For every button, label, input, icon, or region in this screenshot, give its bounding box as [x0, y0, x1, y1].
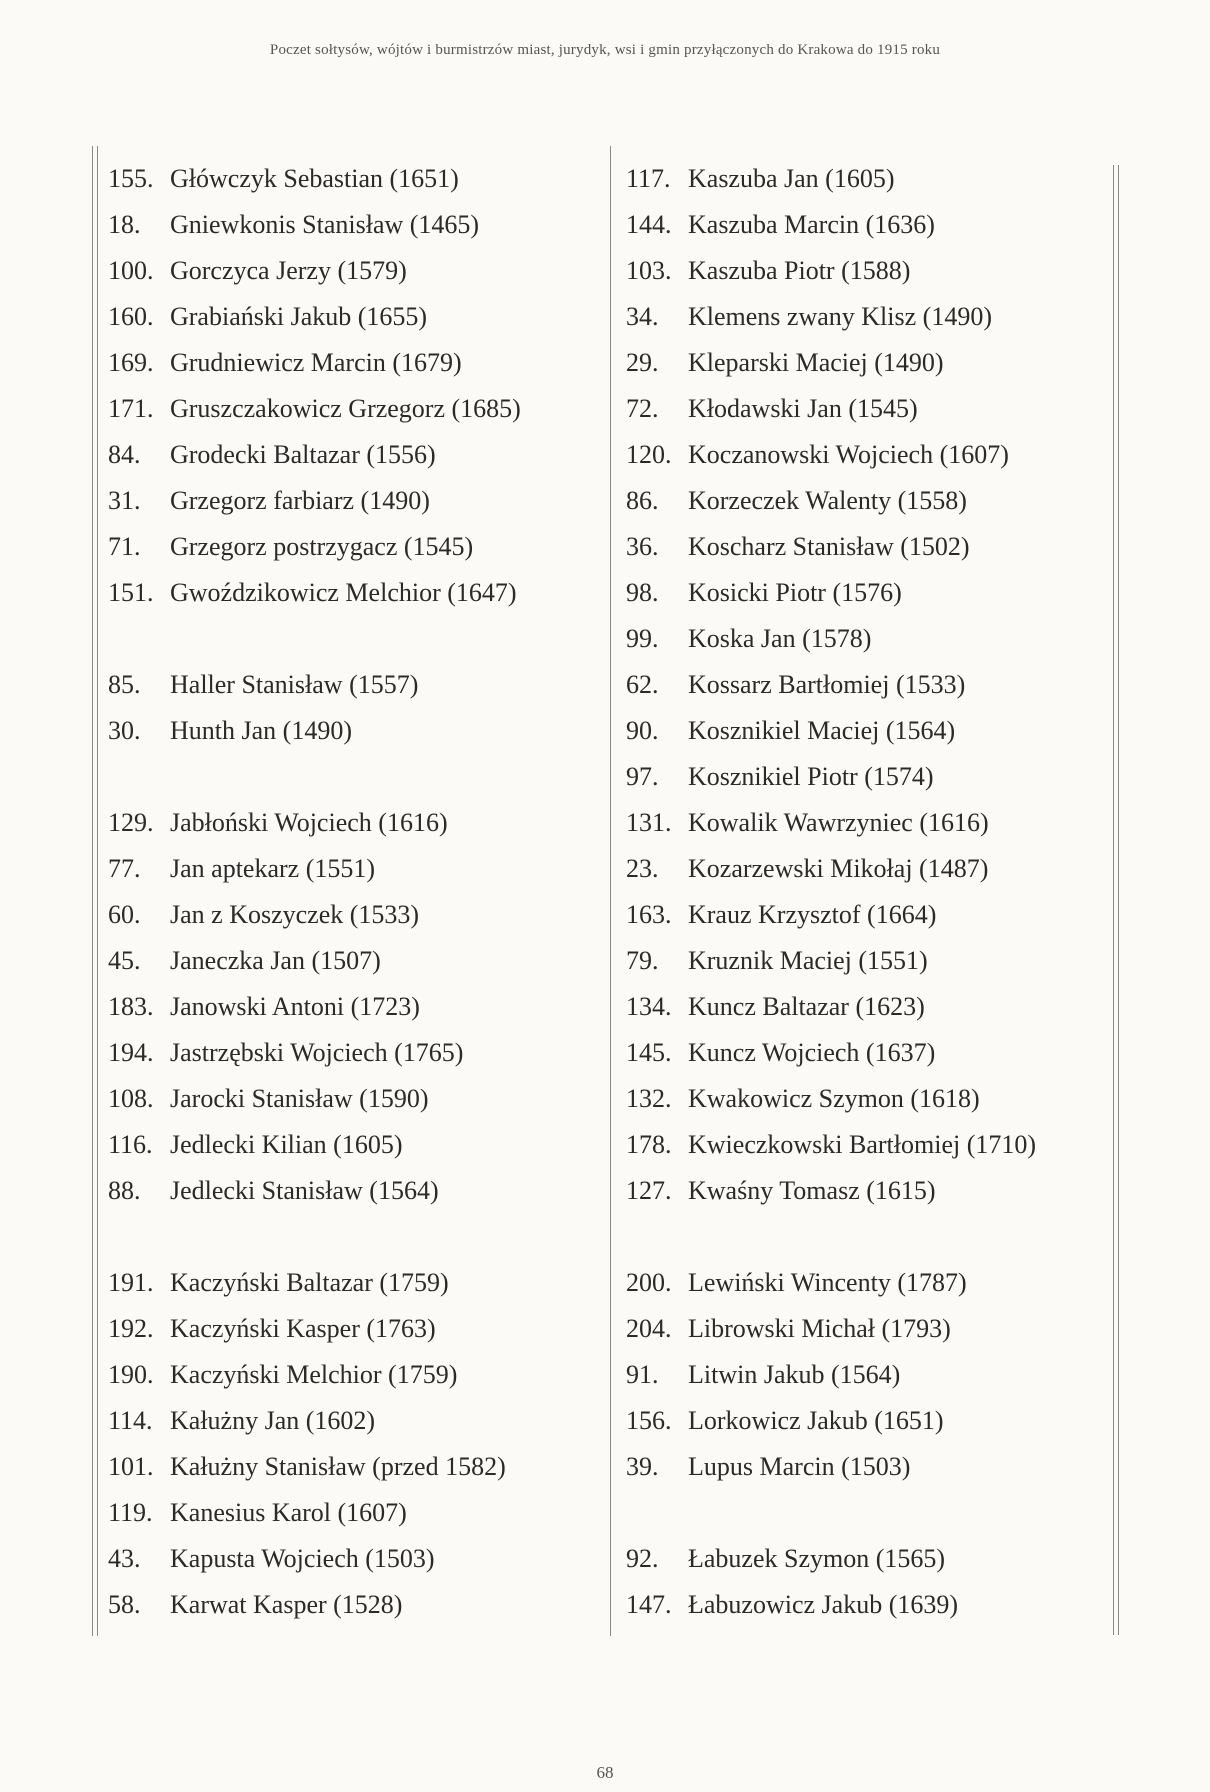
entry-number: 84.	[108, 440, 141, 469]
entry-number: 132.	[626, 1084, 672, 1113]
entry-number	[626, 1490, 688, 1536]
index-entry	[626, 892, 1106, 938]
entry-name: Kałużny Stanisław (przed 1582)	[170, 1452, 506, 1481]
index-entry	[108, 1352, 608, 1398]
index-entry	[626, 616, 1106, 662]
entry-name: Grzegorz postrzygacz (1545)	[170, 532, 474, 561]
index-entry	[626, 1444, 1106, 1490]
index-entry	[108, 340, 608, 386]
index-entry	[626, 1214, 1106, 1260]
entry-name: Gwoździkowicz Melchior (1647)	[170, 578, 517, 607]
entry-number: 204.	[626, 1314, 672, 1343]
index-entry	[108, 202, 608, 248]
entry-number: 127.	[626, 1176, 672, 1205]
index-entry	[108, 1260, 608, 1306]
entry-number: 155.	[108, 164, 154, 193]
entry-name: Jedlecki Kilian (1605)	[170, 1130, 403, 1159]
index-entry	[626, 1122, 1106, 1168]
page-number: 68	[596, 1763, 614, 1782]
entry-number: 62.	[626, 670, 659, 699]
entry-name: Kwieczkowski Bartłomiej (1710)	[688, 1130, 1037, 1159]
index-entry	[626, 248, 1106, 294]
index-entry	[108, 432, 608, 478]
entry-name: Kossarz Bartłomiej (1533)	[688, 670, 966, 699]
index-entry	[626, 1352, 1106, 1398]
entry-name: Kapusta Wojciech (1503)	[170, 1544, 435, 1573]
entry-name: Kwakowicz Szymon (1618)	[688, 1084, 980, 1113]
index-entry	[108, 1214, 608, 1260]
entry-number: 171.	[108, 394, 154, 423]
entry-number: 90.	[626, 716, 659, 745]
entry-name: Kaczyński Kasper (1763)	[170, 1314, 436, 1343]
entry-number: 34.	[626, 302, 659, 331]
entry-number: 23.	[626, 854, 659, 883]
entry-name: Kwaśny Tomasz (1615)	[688, 1176, 936, 1205]
index-entry	[108, 754, 608, 800]
index-entry	[626, 846, 1106, 892]
entry-number: 151.	[108, 578, 154, 607]
entry-name: Kosicki Piotr (1576)	[688, 578, 902, 607]
entry-number: 98.	[626, 578, 659, 607]
index-entry	[626, 1076, 1106, 1122]
entry-number: 60.	[108, 900, 141, 929]
entry-number: 100.	[108, 256, 154, 285]
entry-number: 79.	[626, 946, 659, 975]
entry-name: Grzegorz farbiarz (1490)	[170, 486, 430, 515]
index-entry	[626, 432, 1106, 478]
entry-name: Haller Stanisław (1557)	[170, 670, 419, 699]
index-entry	[626, 1030, 1106, 1076]
entry-name: Kozarzewski Mikołaj (1487)	[688, 854, 989, 883]
entry-name: Koscharz Stanisław (1502)	[688, 532, 970, 561]
entry-name: Jedlecki Stanisław (1564)	[170, 1176, 439, 1205]
entry-number: 39.	[626, 1452, 659, 1481]
index-entry	[626, 478, 1106, 524]
right-double-rule-inner	[1113, 165, 1114, 1635]
entry-number: 183.	[108, 992, 154, 1021]
entry-number: 30.	[108, 716, 141, 745]
entry-name: Główczyk Sebastian (1651)	[170, 164, 459, 193]
index-entry	[108, 984, 608, 1030]
entry-number: 43.	[108, 1544, 141, 1573]
entry-number	[626, 1214, 688, 1260]
index-entry	[108, 478, 608, 524]
index-entry	[626, 800, 1106, 846]
entry-number: 88.	[108, 1176, 141, 1205]
entry-name: Koska Jan (1578)	[688, 624, 872, 653]
entry-name: Librowski Michał (1793)	[688, 1314, 951, 1343]
entry-name: Kleparski Maciej (1490)	[688, 348, 944, 377]
entry-name: Gruszczakowicz Grzegorz (1685)	[170, 394, 521, 423]
entry-name: Gniewkonis Stanisław (1465)	[170, 210, 480, 239]
entry-number: 194.	[108, 1038, 154, 1067]
index-entry	[626, 386, 1106, 432]
index-entry	[626, 1536, 1106, 1582]
entry-name: Karwat Kasper (1528)	[170, 1590, 403, 1619]
index-entry	[108, 248, 608, 294]
entry-number: 85.	[108, 670, 141, 699]
column-divider-rule	[610, 146, 611, 1636]
entry-name: Jastrzębski Wojciech (1765)	[170, 1038, 464, 1067]
entry-name: Kosznikiel Maciej (1564)	[688, 716, 956, 745]
entry-number: 71.	[108, 532, 141, 561]
entry-number: 147.	[626, 1590, 672, 1619]
entry-name: Kaszuba Marcin (1636)	[688, 210, 935, 239]
entry-number: 31.	[108, 486, 141, 515]
index-entry	[626, 524, 1106, 570]
entry-number: 192.	[108, 1314, 154, 1343]
entry-number: 116.	[108, 1130, 153, 1159]
index-entry	[108, 524, 608, 570]
index-entry	[108, 1444, 608, 1490]
entry-name: Łabuzowicz Jakub (1639)	[688, 1590, 959, 1619]
index-entry	[108, 616, 608, 662]
entry-name: Kruznik Maciej (1551)	[688, 946, 928, 975]
entry-name: Kaszuba Piotr (1588)	[688, 256, 911, 285]
entry-number	[108, 754, 170, 800]
entry-name: Kłodawski Jan (1545)	[688, 394, 918, 423]
index-entry	[626, 708, 1106, 754]
entry-number: 29.	[626, 348, 659, 377]
index-entry	[108, 846, 608, 892]
index-entry	[108, 1076, 608, 1122]
entry-number: 160.	[108, 302, 154, 331]
entry-name: Kuncz Baltazar (1623)	[688, 992, 925, 1021]
index-entry	[108, 1122, 608, 1168]
entry-name: Krauz Krzysztof (1664)	[688, 900, 937, 929]
entry-number: 134.	[626, 992, 672, 1021]
index-entry	[626, 984, 1106, 1030]
entry-number: 72.	[626, 394, 659, 423]
index-entry	[108, 386, 608, 432]
entry-name: Lorkowicz Jakub (1651)	[688, 1406, 944, 1435]
entry-name: Kaszuba Jan (1605)	[688, 164, 895, 193]
entry-number: 163.	[626, 900, 672, 929]
entry-number: 119.	[108, 1498, 153, 1527]
index-entry	[108, 800, 608, 846]
index-entry	[108, 1398, 608, 1444]
index-entry	[108, 294, 608, 340]
index-entry	[108, 156, 608, 202]
entry-name: Jabłoński Wojciech (1616)	[170, 808, 448, 837]
entry-name: Jan z Koszyczek (1533)	[170, 900, 420, 929]
index-entry	[626, 1306, 1106, 1352]
index-entry	[108, 1536, 608, 1582]
entry-number: 99.	[626, 624, 659, 653]
entry-name: Litwin Jakub (1564)	[688, 1360, 901, 1389]
right-double-rule-outer	[1118, 165, 1119, 1635]
index-entry	[108, 1490, 608, 1536]
index-entry	[626, 1260, 1106, 1306]
entry-name: Kałużny Jan (1602)	[170, 1406, 376, 1435]
index-entry	[108, 1030, 608, 1076]
entry-name: Kosznikiel Piotr (1574)	[688, 762, 934, 791]
entry-number: 97.	[626, 762, 659, 791]
index-entry	[626, 294, 1106, 340]
entry-number: 131.	[626, 808, 672, 837]
index-entry	[108, 570, 608, 616]
entry-number	[108, 1214, 170, 1260]
entry-number: 58.	[108, 1590, 141, 1619]
index-entry	[626, 1582, 1106, 1628]
entry-name: Grudniewicz Marcin (1679)	[170, 348, 462, 377]
entry-number: 92.	[626, 1544, 659, 1573]
index-entry	[626, 662, 1106, 708]
entry-name: Kowalik Wawrzyniec (1616)	[688, 808, 989, 837]
entry-number: 120.	[626, 440, 672, 469]
entry-number: 45.	[108, 946, 141, 975]
entry-number: 200.	[626, 1268, 672, 1297]
entry-name: Kaczyński Baltazar (1759)	[170, 1268, 449, 1297]
entry-name: Gorczyca Jerzy (1579)	[170, 256, 407, 285]
index-entry	[108, 892, 608, 938]
index-entry	[108, 662, 608, 708]
index-entry	[626, 340, 1106, 386]
entry-name: Kanesius Karol (1607)	[170, 1498, 407, 1527]
entry-name: Grodecki Baltazar (1556)	[170, 440, 436, 469]
entry-number: 145.	[626, 1038, 672, 1067]
entry-name: Kaczyński Melchior (1759)	[170, 1360, 458, 1389]
left-double-rule-inner	[97, 146, 98, 1636]
index-entry	[108, 1168, 608, 1214]
index-entry	[626, 938, 1106, 984]
entry-name: Łabuzek Szymon (1565)	[688, 1544, 946, 1573]
index-entry	[626, 754, 1106, 800]
entry-name: Koczanowski Wojciech (1607)	[688, 440, 1009, 469]
entry-number: 156.	[626, 1406, 672, 1435]
entry-name: Klemens zwany Klisz (1490)	[688, 302, 992, 331]
entry-name: Hunth Jan (1490)	[170, 716, 352, 745]
index-entry	[108, 708, 608, 754]
entry-name: Grabiański Jakub (1655)	[170, 302, 428, 331]
entry-name: Jarocki Stanisław (1590)	[170, 1084, 429, 1113]
index-entry	[626, 202, 1106, 248]
entry-name: Kuncz Wojciech (1637)	[688, 1038, 936, 1067]
entry-name: Janeczka Jan (1507)	[170, 946, 381, 975]
entry-number: 114.	[108, 1406, 153, 1435]
entry-number: 190.	[108, 1360, 154, 1389]
index-entry	[626, 1490, 1106, 1536]
entry-number: 36.	[626, 532, 659, 561]
index-entry	[626, 570, 1106, 616]
entry-number: 144.	[626, 210, 672, 239]
index-column-left	[108, 156, 608, 1628]
entry-number: 101.	[108, 1452, 154, 1481]
entry-number: 129.	[108, 808, 154, 837]
index-entry	[626, 156, 1106, 202]
index-column-right	[626, 156, 1106, 1628]
entry-name: Lupus Marcin (1503)	[688, 1452, 911, 1481]
index-entry	[108, 1306, 608, 1352]
entry-name: Janowski Antoni (1723)	[170, 992, 420, 1021]
entry-number: 77.	[108, 854, 141, 883]
index-entry	[626, 1168, 1106, 1214]
running-title: Poczet sołtysów, wójtów i burmistrzów miast, jurydyk, wsi i gmin przyłączonych do Krakowa do 1915 roku	[269, 42, 941, 58]
entry-number: 86.	[626, 486, 659, 515]
entry-name: Jan aptekarz (1551)	[170, 854, 376, 883]
left-double-rule-outer	[92, 146, 93, 1636]
entry-number: 117.	[626, 164, 671, 193]
entry-number: 103.	[626, 256, 672, 285]
index-entry	[108, 938, 608, 984]
entry-number: 108.	[108, 1084, 154, 1113]
index-entry	[108, 1582, 608, 1628]
entry-number: 18.	[108, 210, 141, 239]
entry-name: Lewiński Wincenty (1787)	[688, 1268, 967, 1297]
entry-name: Korzeczek Walenty (1558)	[688, 486, 967, 515]
entry-number: 91.	[626, 1360, 659, 1389]
entry-number: 191.	[108, 1268, 154, 1297]
entry-number	[108, 616, 170, 662]
index-entry	[626, 1398, 1106, 1444]
entry-number: 169.	[108, 348, 154, 377]
entry-number: 178.	[626, 1130, 672, 1159]
